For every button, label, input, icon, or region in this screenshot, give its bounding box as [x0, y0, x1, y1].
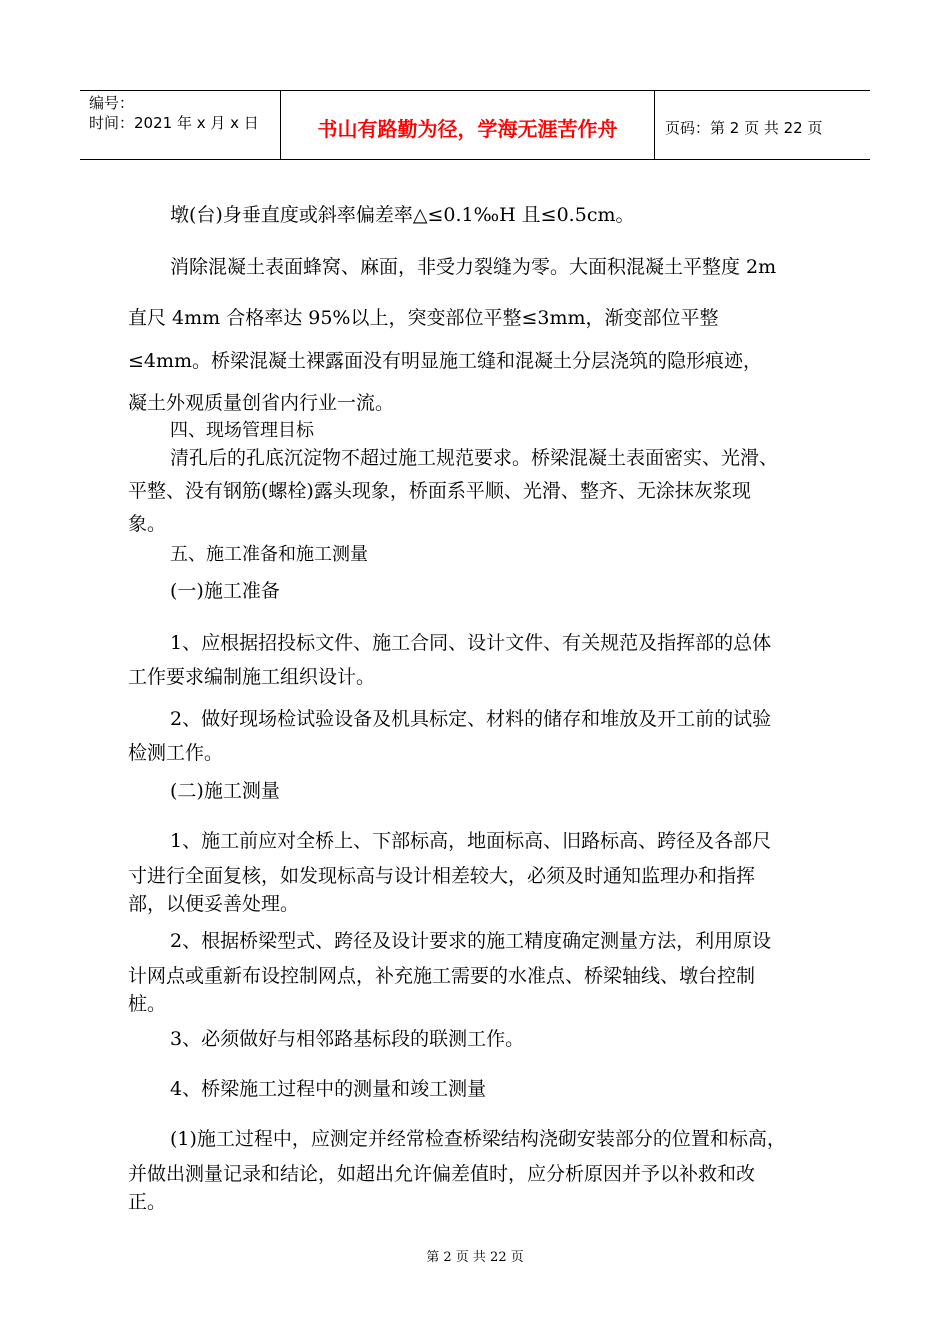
text-line: (1)施工过程中，应测定并经常检查桥梁结构浇砌安装部分的位置和标高，: [170, 1128, 786, 1150]
text-line: 象。: [128, 513, 167, 535]
paragraph-prep-item-1: [128, 626, 828, 694]
subheading-preparation: [170, 576, 870, 603]
text-line: (二)施工测量: [170, 780, 280, 802]
text-line: 直尺 4mm 合格率达 95%以上，突变部位平整≤3mm，渐变部位平整: [128, 307, 719, 329]
paragraph-concrete-surface: [128, 252, 828, 415]
text-line: 4、桥梁施工过程中的测量和竣工测量: [170, 1078, 487, 1100]
section-heading-site-management: [170, 416, 870, 442]
paragraph-survey-item-1: [128, 826, 828, 916]
paragraph-site-goal: [128, 442, 828, 541]
text-line: 1、施工前应对全桥上、下部标高，地面标高、旧路标高、跨径及各部尺: [170, 830, 772, 852]
text-line: 2、根据桥梁型式、跨径及设计要求的施工精度确定测量方法，利用原设: [170, 930, 772, 952]
header-motto-cell: [281, 91, 655, 159]
text-line: 3、必须做好与相邻路基标段的联测工作。: [170, 1028, 525, 1050]
header-table: [80, 90, 870, 160]
section-heading-preparation: [170, 540, 870, 566]
text-line: 消除混凝土表面蜂窝、麻面，非受力裂缝为零。大面积混凝土平整度 2m: [170, 256, 777, 278]
footer-page-number: 第 2 页 共 22 页: [426, 1250, 524, 1265]
paragraph-survey-item-2: [128, 926, 828, 1016]
paragraph-pier-verticality: [170, 200, 870, 227]
text-line: 检测工作。: [128, 742, 224, 764]
text-line: 并做出测量记录和结论，如超出允许偏差值时，应分析原因并予以补救和改: [128, 1163, 756, 1185]
text-line: 清孔后的孔底沉淀物不超过施工规范要求。桥梁混凝土表面密实、光滑、: [170, 447, 779, 469]
time-label: 时间：2021 年 x 月 x 日: [89, 114, 259, 132]
header-left-cell: [80, 91, 281, 159]
paragraph-survey-item-4: [170, 1074, 870, 1101]
serial-label: 编号：: [89, 94, 135, 112]
text-line: 桩。: [128, 993, 167, 1015]
subheading-survey: [170, 776, 870, 803]
text-line: 平整、没有钢筋(螺栓)露头现象，桥面系平顺、光滑、整齐、无涂抹灰浆现: [128, 480, 751, 502]
heading-text: 五、施工准备和施工测量: [170, 544, 368, 565]
text-line: 正。: [128, 1191, 167, 1213]
paragraph-prep-item-2: [128, 702, 828, 770]
text-line: 2、做好现场检试验设备及机具标定、材料的储存和堆放及开工前的试验: [170, 708, 772, 730]
heading-text: 四、现场管理目标: [170, 420, 314, 441]
text-line: 1、应根据招投标文件、施工合同、设计文件、有关规范及指挥部的总体: [170, 632, 772, 654]
text-line: 部，以便妥善处理。: [128, 893, 300, 915]
text-line: ≤4mm。桥梁混凝土裸露面没有明显施工缝和混凝土分层浇筑的隐形痕迹，: [128, 350, 763, 372]
text-line: 墩(台)身垂直度或斜率偏差率△≤0.1‰H 且≤0.5cm。: [170, 204, 635, 226]
text-line: 计网点或重新布设控制网点，补充施工需要的水准点、桥梁轴线、墩台控制: [128, 965, 756, 987]
paragraph-survey-item-4-1: [128, 1124, 828, 1214]
header-page-cell: [655, 91, 870, 159]
paragraph-survey-item-3: [170, 1024, 870, 1051]
text-line: (一)施工准备: [170, 580, 280, 602]
motto-text: 书山有路勤为径，学海无涯苦作舟: [317, 116, 618, 141]
text-line: 凝土外观质量创省内行业一流。: [128, 392, 395, 414]
page-info: 页码：第 2 页 共 22 页: [665, 118, 823, 137]
text-line: 工作要求编制施工组织设计。: [128, 666, 376, 688]
text-line: 寸进行全面复核，如发现标高与设计相差较大，必须及时通知监理办和指挥: [128, 865, 756, 887]
page-footer: [0, 1246, 950, 1265]
